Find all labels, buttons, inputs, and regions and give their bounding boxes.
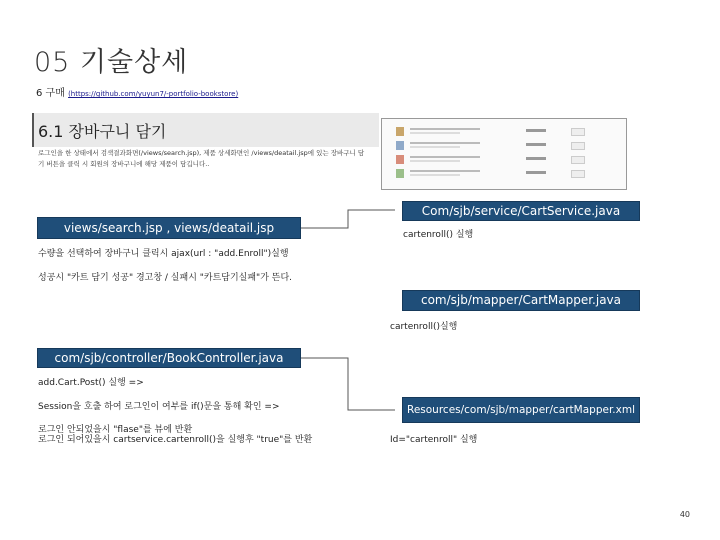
service-note: cartenroll() 실행 (403, 230, 474, 240)
section-description: 로그인을 한 상태에서 검색결과화면(/views/search.jsp), 제품 상세화면인 /views/deatail.jsp에 있는 장바구니 담기 버튼을 클릭 시 회원의 장바구니에 해당 제품이 담깁니다.. (38, 149, 365, 168)
xml-note: Id="cartenroll" 실행 (390, 435, 478, 445)
views-file-bar: views/search.jsp , views/deatail.jsp (37, 217, 301, 239)
mapper-note: cartenroll()실행 (390, 322, 458, 332)
controller-step-4: 로그인 되어있을시 cartservice.cartenroll()을 실행후 "true"를 반환 (38, 435, 313, 445)
mapper-file-bar: com/sjb/mapper/CartMapper.java (402, 290, 640, 311)
flow-connector (301, 210, 395, 228)
github-link[interactable]: (https://github.com/yuyun7/-portfolio-bookstore) (68, 90, 239, 98)
service-file-bar: Com/sjb/service/CartService.java (402, 201, 640, 221)
controller-step-3: 로그인 안되었을시 "flase"를 뷰에 반환 (38, 425, 193, 435)
controller-file-bar: com/sjb/controller/BookController.java (37, 348, 301, 368)
step-select-quantity: 수량을 선택하여 장바구니 클릭시 ajax(url : "add.Enroll")실행 (38, 249, 289, 259)
section-title: 6.1 장바구니 담기 (38, 122, 167, 141)
page-number: 40 (679, 510, 690, 519)
controller-step-2: Session을 호출 하여 로그인이 여부를 if()문을 통해 확인 => (38, 402, 280, 412)
controller-step-1: add.Cart.Post() 실행 => (38, 378, 144, 388)
subtitle-prefix: 6 구매 (36, 88, 65, 99)
xml-file-bar: Resources/com/sjb/mapper/cartMapper.xml (402, 397, 640, 423)
step-result-alert: 성공시 "카트 담기 성공" 경고창 / 실패시 "카트담기실패"가 뜬다. (38, 273, 292, 283)
slide-title: 05 기술상세 (34, 47, 189, 78)
flow-connector (301, 358, 395, 410)
